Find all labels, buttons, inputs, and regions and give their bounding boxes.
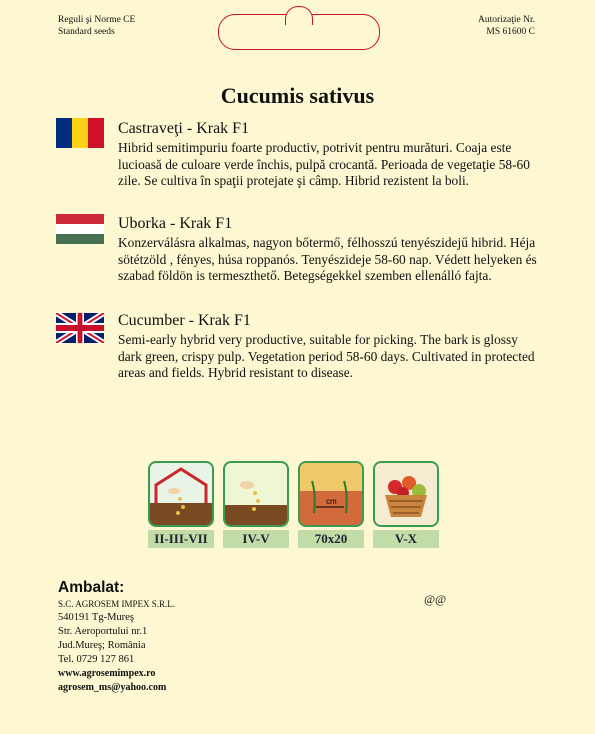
packer-street: Str. Aeroportului nr.1 [58,626,148,637]
hang-slot [218,14,380,50]
packer-info [58,579,175,695]
hu-flag-icon [56,214,104,244]
section-en-heading: Cucumber - Krak F1 [118,312,251,329]
page-title: Cucumis sativus [220,83,375,108]
packer-web: www.agrosemimpex.ro [58,668,156,679]
section-hu [118,215,538,285]
spacing-unit-label: cm [326,497,337,506]
icon-card-harvest [373,461,439,547]
header-right-line1: Autorizaţie Nr. [478,15,535,25]
field-sowing-icon [223,461,289,527]
packer-county: Jud.Mureş; România [58,640,146,651]
packer-postcode: 540191 Tg-Mureş [58,612,134,623]
icon-label-spacing: 70x20 [298,530,364,548]
uk-flag-icon [56,313,104,343]
header-right-line2: MS 61600 C [486,27,535,37]
header-left-line1: Reguli şi Norme CE [58,15,136,25]
harvest-basket-icon [373,461,439,527]
section-en-text: Semi-early hybrid very productive, suitable for picking. The bark is glossy dark green, crispy pulp. Vegetation period 58-60 days. Cultivated in protected areas and fields. Hybrid resistant to disease. [118,332,535,380]
greenhouse-sowing-icon [148,461,214,527]
packer-email: agrosem_ms@yahoo.com [58,682,167,693]
icon-label-field: IV-V [223,530,289,548]
packer-phone: Tel. 0729 127 861 [58,654,135,665]
icon-card-spacing [298,461,364,547]
icon-card-field [223,461,289,547]
header-left-line2: Standard seeds [58,27,115,37]
icon-label-harvest: V-X [373,530,439,548]
section-ro-heading: Castraveţi - Krak F1 [118,120,250,137]
icon-card-greenhouse [148,461,214,547]
section-hu-text: Konzerválásra alkalmas, nagyon bőtermő, félhosszú tenyészidejű hibrid. Héja sötétzöld , fényes, húsa roppanós. Tenyészideje 58-60 nap. Védett helyeken és szabad földön is termeszthető. Betegségekkel szemben ellenálló fajta. [118,235,537,283]
packer-heading: Ambalat: [58,579,125,596]
section-hu-heading: Uborka - Krak F1 [118,215,233,232]
header-right [478,14,535,38]
company-logo: @@ [424,592,447,606]
header-left [58,14,135,38]
packer-company: S.C. AGROSEM IMPEX S.R.L. [58,599,176,609]
icon-label-greenhouse: II-III-VII [148,530,214,548]
spacing-cm-icon [298,461,364,527]
section-ro-text: Hibrid semitimpuriu foarte productiv, potrivit pentru murături. Coaja este lucioasă de culoare verde închis, pulpă crocantă. Perioada de vegetaţie 58-60 zile. Se cultiva în spaţii protejate şi câmp. Hibrid rezistent la boli. [118,140,530,188]
ro-flag-icon [56,118,104,148]
section-en [118,312,538,382]
section-ro [118,120,538,190]
